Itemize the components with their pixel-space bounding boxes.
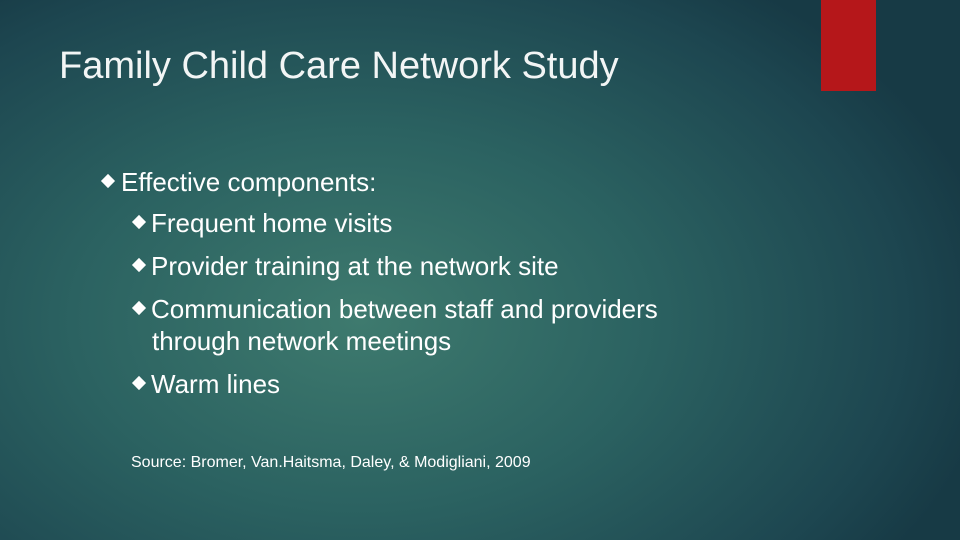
accent-tab — [821, 0, 876, 91]
main-bullet-text: Effective components: — [121, 167, 377, 197]
sub-bullet-provider-training — [132, 250, 559, 282]
sub-bullet-continuation: through network meetings — [152, 326, 452, 356]
diamond-bullet-icon — [132, 258, 146, 272]
main-bullet — [101, 167, 376, 197]
sub-bullet-text: Frequent home visits — [151, 208, 393, 238]
diamond-bullet-icon — [101, 174, 115, 188]
sub-bullet-text: Provider training at the network site — [151, 251, 559, 281]
source-citation: Source: Bromer, Van.Haitsma, Daley, & Modigliani, 2009 — [131, 454, 531, 471]
slide-title: Family Child Care Network Study — [59, 45, 619, 87]
diamond-bullet-icon — [132, 215, 146, 229]
sub-bullet-home-visits — [132, 207, 392, 239]
sub-bullet-warm-lines — [132, 368, 280, 400]
diamond-bullet-icon — [132, 376, 146, 390]
sub-bullet-text: Communication between staff and providers — [151, 294, 658, 324]
sub-bullet-communication — [132, 293, 658, 325]
sub-bullet-text: Warm lines — [151, 369, 281, 399]
diamond-bullet-icon — [132, 301, 146, 315]
